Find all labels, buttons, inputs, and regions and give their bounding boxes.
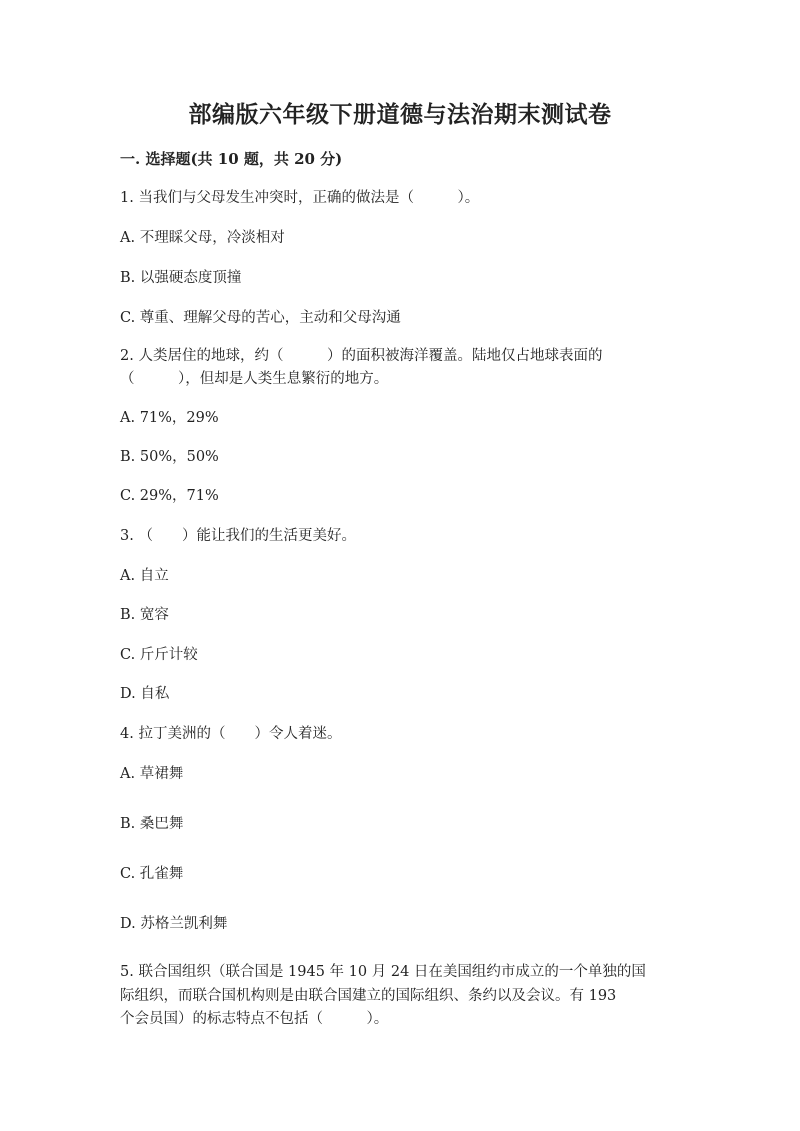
question-1-stem: 1. 当我们与父母发生冲突时，正确的做法是（ ）。 bbox=[120, 190, 480, 206]
question-5-stem-line-2: 际组织，而联合国机构则是由联合国建立的国际组织、条约以及会议。有 193 bbox=[120, 988, 617, 1004]
question-3-option-b: B. 宽容 bbox=[120, 607, 169, 623]
question-3-option-d: D. 自私 bbox=[120, 686, 170, 702]
question-4-option-a: A. 草裙舞 bbox=[120, 766, 184, 782]
question-1-option-c: C. 尊重、理解父母的苦心，主动和父母沟通 bbox=[120, 310, 401, 326]
question-4-option-c: C. 孔雀舞 bbox=[120, 866, 184, 882]
question-2-option-b: B. 50%，50% bbox=[120, 449, 219, 465]
question-2-stem-line-1: 2. 人类居住的地球，约（ ）的面积被海洋覆盖。陆地仅占地球表面的 bbox=[120, 348, 603, 364]
question-2-option-a: A. 71%，29% bbox=[120, 410, 219, 426]
question-4-option-b: B. 桑巴舞 bbox=[120, 816, 184, 832]
question-2-option-c: C. 29%，71% bbox=[120, 488, 219, 504]
question-4-stem: 4. 拉丁美洲的（ ）令人着迷。 bbox=[120, 726, 342, 742]
question-3-option-a: A. 自立 bbox=[120, 568, 169, 584]
question-3-stem: 3. （ ）能让我们的生活更美好。 bbox=[120, 528, 356, 544]
question-4-option-d: D. 苏格兰凯利舞 bbox=[120, 916, 228, 932]
question-5-stem-line-3: 个会员国）的标志特点不包括（ ）。 bbox=[120, 1011, 389, 1027]
question-3-option-c: C. 斤斤计较 bbox=[120, 647, 198, 663]
question-1-option-a: A. 不理睬父母，冷淡相对 bbox=[120, 230, 285, 246]
question-2-stem-line-2: （ ），但却是人类生息繁衍的地方。 bbox=[120, 371, 389, 387]
question-5-stem-line-1: 5. 联合国组织（联合国是 1945 年 10 月 24 日在美国组约市成立的一个单独的国 bbox=[120, 964, 646, 980]
section-heading: 一. 选择题(共 10 题，共 20 分) bbox=[120, 150, 343, 168]
question-1-option-b: B. 以强硬态度顶撞 bbox=[120, 270, 242, 286]
page-title: 部编版六年级下册道德与法治期末测试卷 bbox=[188, 101, 612, 128]
